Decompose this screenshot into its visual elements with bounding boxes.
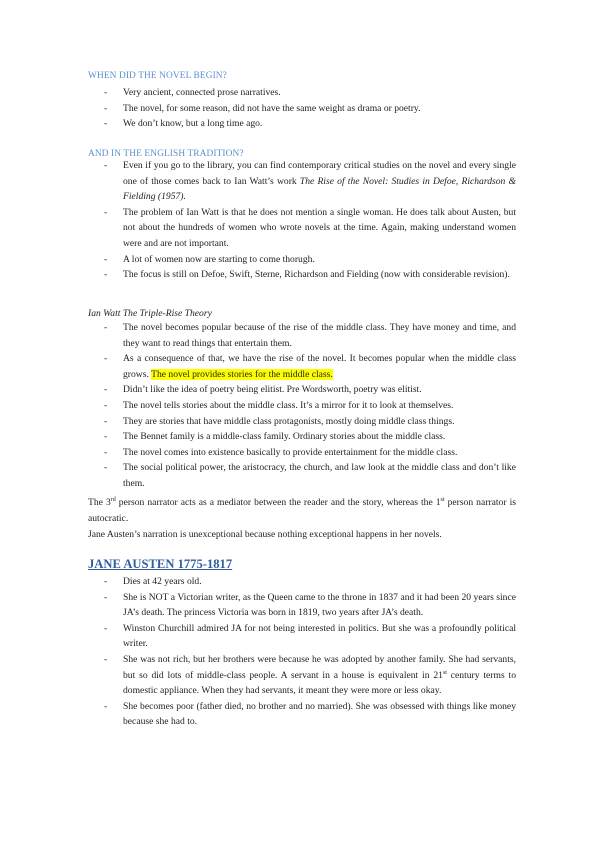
list-item: - The novel comes into existence basically to provide entertainment for the middle class. [88,445,516,461]
bullet-dash: - [104,160,108,171]
list-english-tradition [88,158,516,283]
list-item: - Winston Churchill admired JA for not being interested in politics. But she was a profoundly political writer. [104,622,516,650]
paragraph-austen-narration: Jane Austen’s narration is unexceptional because nothing exceptional happens in her novels. [88,529,442,540]
bullet-dash: - [104,591,108,603]
list-item: - They are stories that have middle class protagonists, mostly doing middle class things. [88,414,516,430]
list-item: - Didn’t like the idea of poetry being elitist. Pre Wordsworth, poetry was elitist. [88,382,516,398]
list-item: - Dies at 42 years old. [88,574,516,590]
bullet-dash: - [104,206,108,218]
list-item: - We don’t know, but a long time ago. [88,116,516,132]
bullet-dash: - [104,431,108,443]
heading-english-tradition: AND IN THE ENGLISH TRADITION? [88,149,244,159]
subheading-triple-rise: Ian Watt The Triple-Rise Theory [88,308,212,319]
bullet-dash: - [104,462,108,474]
list-item: - Even if you go to the library, you can find contemporary critical studies on the novel and every single one of those comes back to Ian Watt’s work The Rise of the Novel: Studies in Defoe, Richardson & Fielding (1957). [104,160,516,203]
list-item: - The novel tells stories about the middle class. It’s a mirror for it to look at themselves. [88,398,516,414]
bullet-dash: - [104,653,108,665]
bullet-dash: - [104,446,108,458]
bullet-dash: - [104,322,108,333]
list-novel-begin [88,85,516,132]
bullet-dash: - [104,384,108,396]
list-item: - The problem of Ian Watt is that he does not mention a single woman. He does talk about Austen, but not about the hundreds of women who wrote novels at the time. Again, making understand women were and are not important. [104,206,516,249]
list-item: - The Bennet family is a middle-class family. Ordinary stories about the middle class. [88,429,516,445]
bullet-dash: - [104,576,108,587]
highlighted-text: The novel provides stories for the middle class. [151,368,333,380]
bullet-dash: - [104,118,108,130]
bullet-dash: - [104,399,108,411]
paragraph-narrator: The 3rd person narrator acts as a mediator between the reader and the story, whereas the 1st person narrator is autocratic. [88,496,516,524]
list-triple-rise [88,320,516,492]
list-item: - A lot of women now are starting to come thorugh. [88,252,516,268]
list-item: - The focus is still on Defoe, Swift, Sterne, Richardson and Fielding (now with considerable revision). [88,267,516,283]
list-item: - The novel, for some reason, did not have the same weight as drama or poetry. [88,101,516,117]
bullet-dash: - [104,253,108,265]
heading-jane-austen: JANE AUSTEN 1775-1817 [88,557,233,571]
list-jane-austen [88,574,516,730]
heading-when-novel-begin: WHEN DID THE NOVEL BEGIN? [88,71,227,81]
bullet-dash: - [104,353,108,365]
list-item: - She is NOT a Victorian writer, as the Queen came to the throne in 1837 and it had been 20 years since JA’s death. The princess Victoria was born in 1819, two years after JA’s death. [104,591,516,619]
list-item: - She becomes poor (father died, no brother and no married). She was obsessed with things like money because she had to. [104,700,516,728]
bullet-dash: - [104,87,108,98]
list-item: - She was not rich, but her brothers were because he was adopted by another family. She had servants, but so did lots of middle-class people. A servant in a house is equivalent in 21st century terms to domestic appliance. When they had servants, it meant they were more or less okay. [104,653,516,697]
list-item: - The novel becomes popular because of the rise of the middle class. They have money and time, and they want to read things that entertain them. [104,322,516,349]
bullet-dash: - [104,102,108,114]
bullet-dash: - [104,622,108,634]
bullet-dash: - [104,700,108,712]
list-item: - The social political power, the aristocracy, the church, and law look at the middle class and don’t like them. [104,462,516,489]
book-title: The Rise of the Novel: Studies in Defoe, Richardson & Fielding (1957). [123,175,516,203]
bullet-dash: - [104,415,108,427]
list-item: - As a consequence of that, we have the rise of the novel. It becomes popular when the middle class grows. The novel provides stories for the middle class. [104,353,516,380]
list-item: - Very ancient, connected prose narratives. [88,85,516,101]
bullet-dash: - [104,269,108,281]
